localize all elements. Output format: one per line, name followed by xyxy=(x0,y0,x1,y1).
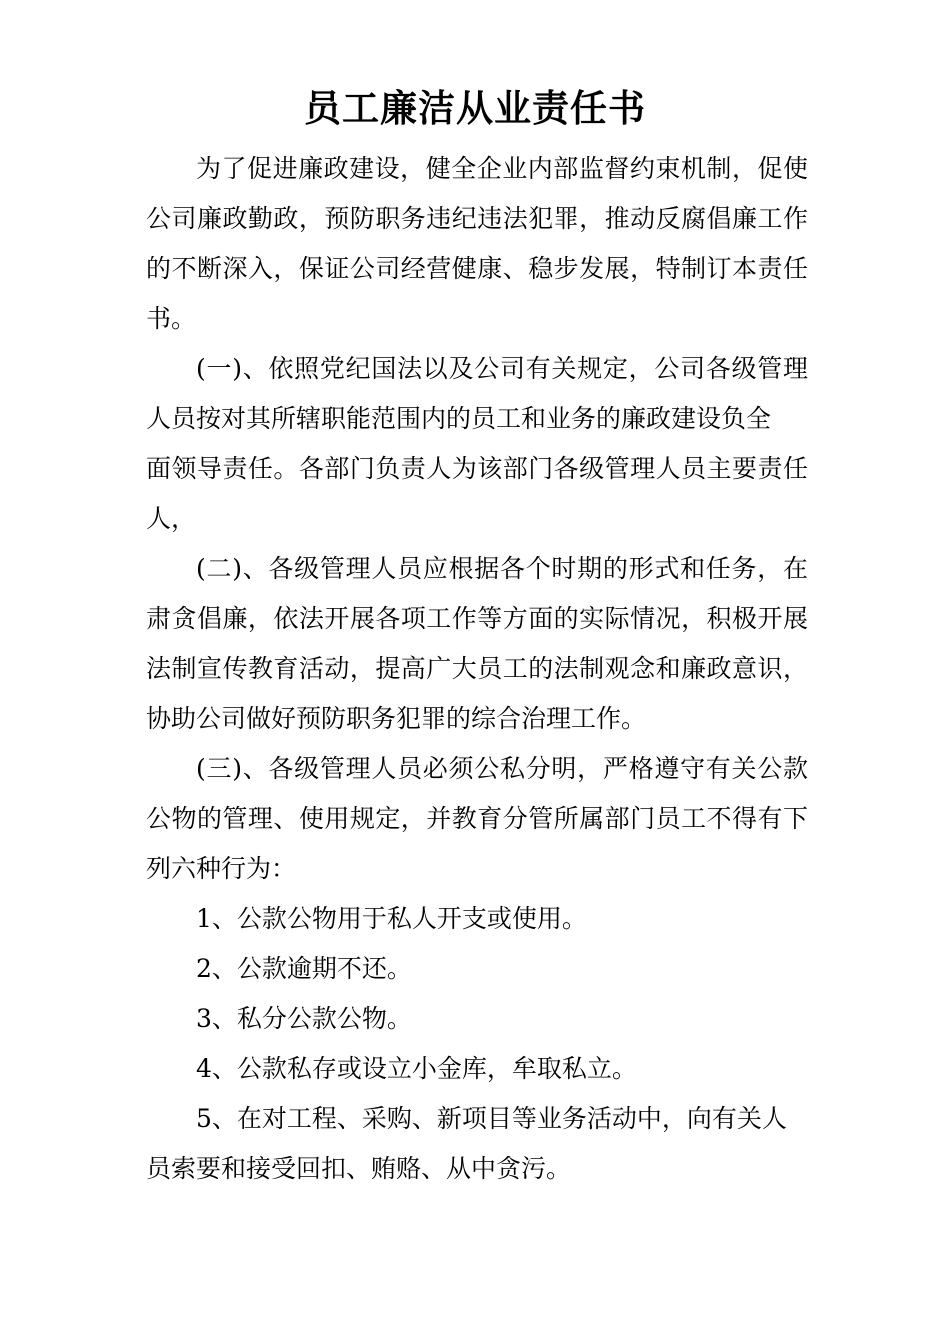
body-line: 的不断深入，保证公司经营健康、稳步发展，特制订本责任 xyxy=(146,254,808,283)
body-line: 公司廉政勤政，预防职务违纪违法犯罪，推动反腐倡廉工作 xyxy=(146,204,808,233)
list-item: 3、私分公款公物。 xyxy=(196,1004,412,1033)
body-line: 人， xyxy=(146,504,197,533)
list-item: 2、公款逾期不还。 xyxy=(196,954,412,983)
body-line: (一)、依照党纪国法以及公司有关规定，公司各级管理 xyxy=(196,354,808,383)
body-line: 公物的管理、使用规定，并教育分管所属部门员工不得有下 xyxy=(146,804,808,833)
list-item: 员索要和接受回扣、贿赂、从中贪污。 xyxy=(146,1154,572,1183)
body-line: 面领导责任。各部门负责人为该部门各级管理人员主要责任 xyxy=(146,454,808,483)
body-line: 人员按对其所辖职能范围内的员工和业务的廉政建设负全 xyxy=(146,404,772,433)
body-line: 协助公司做好预防职务犯罪的综合治理工作。 xyxy=(146,704,647,733)
list-item: 4、公款私存或设立小金库，牟取私立。 xyxy=(196,1054,637,1083)
document-body xyxy=(146,144,808,1194)
body-line: (三)、各级管理人员必须公私分明，严格遵守有关公款 xyxy=(196,754,808,783)
document-title: 员工廉洁从业责任书 xyxy=(304,86,646,130)
body-line: (二)、各级管理人员应根据各个时期的形式和任务，在 xyxy=(196,554,808,583)
list-item: 1、公款公物用于私人开支或使用。 xyxy=(196,904,587,933)
body-line: 列六种行为： xyxy=(146,854,297,883)
body-line: 为了促进廉政建设，健全企业内部监督约束机制，促使 xyxy=(196,154,808,183)
body-line: 肃贪倡廉，依法开展各项工作等方面的实际情况，积极开展 xyxy=(146,604,808,633)
list-item: 5、在对工程、采购、新项目等业务活动中，向有关人 xyxy=(196,1104,787,1133)
body-line: 书。 xyxy=(146,304,197,333)
body-line: 法制宣传教育活动，提高广大员工的法制观念和廉政意识， xyxy=(146,654,808,683)
